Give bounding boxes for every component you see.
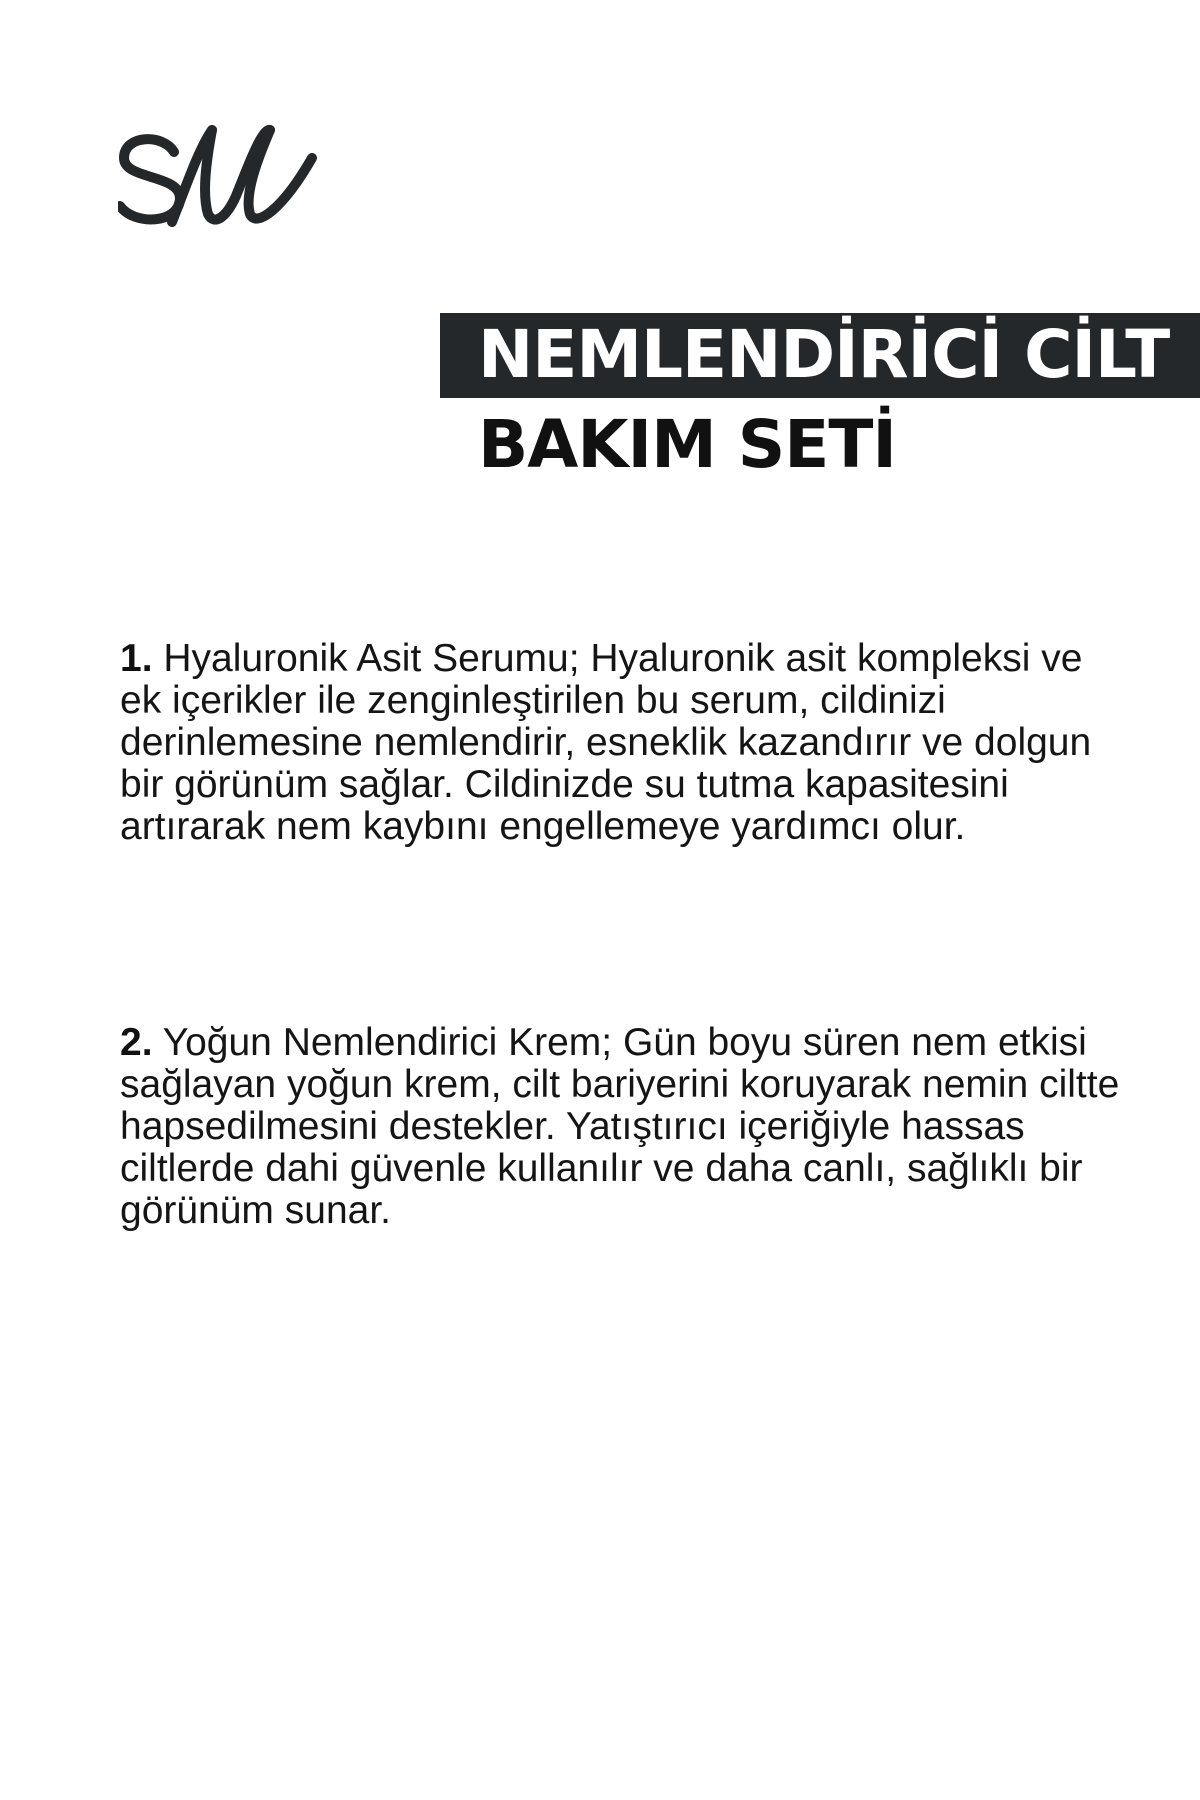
product-description-2 [120,1022,1120,1232]
brand-logo [118,122,318,232]
item-text: Yoğun Nemlendirici Krem; Gün boyu süren nem etkisi sağlayan yoğun krem, cilt bariyerini koruyarak nemin ciltte hapsedilmesini destekler. Yatıştırıcı içeriğiyle hassas ciltlerde dahi güvenle kullanılır ve daha canlı, sağlıklı bir görünüm sunar. [120,1021,1120,1232]
page-title-line-1: NEMLENDİRİCİ CİLT [478,316,1170,393]
page-title-line-2: BAKIM SETİ [478,406,896,483]
item-number: 2. [120,1021,153,1064]
item-text: Hyaluronik Asit Serumu; Hyaluronik asit kompleksi ve ek içerikler ile zenginleştirilen bu serum, cildinizi derinlemesine nemlendirir, esneklik kazandırır ve dolgun bir görünüm sağlar. Cildinizde su tutma kapasitesini artırarak nem kaybını engellemeye yardımcı olur. [120,637,1092,848]
brand-logo-mark [118,122,318,232]
item-number: 1. [120,637,153,680]
product-description-1 [120,638,1120,848]
